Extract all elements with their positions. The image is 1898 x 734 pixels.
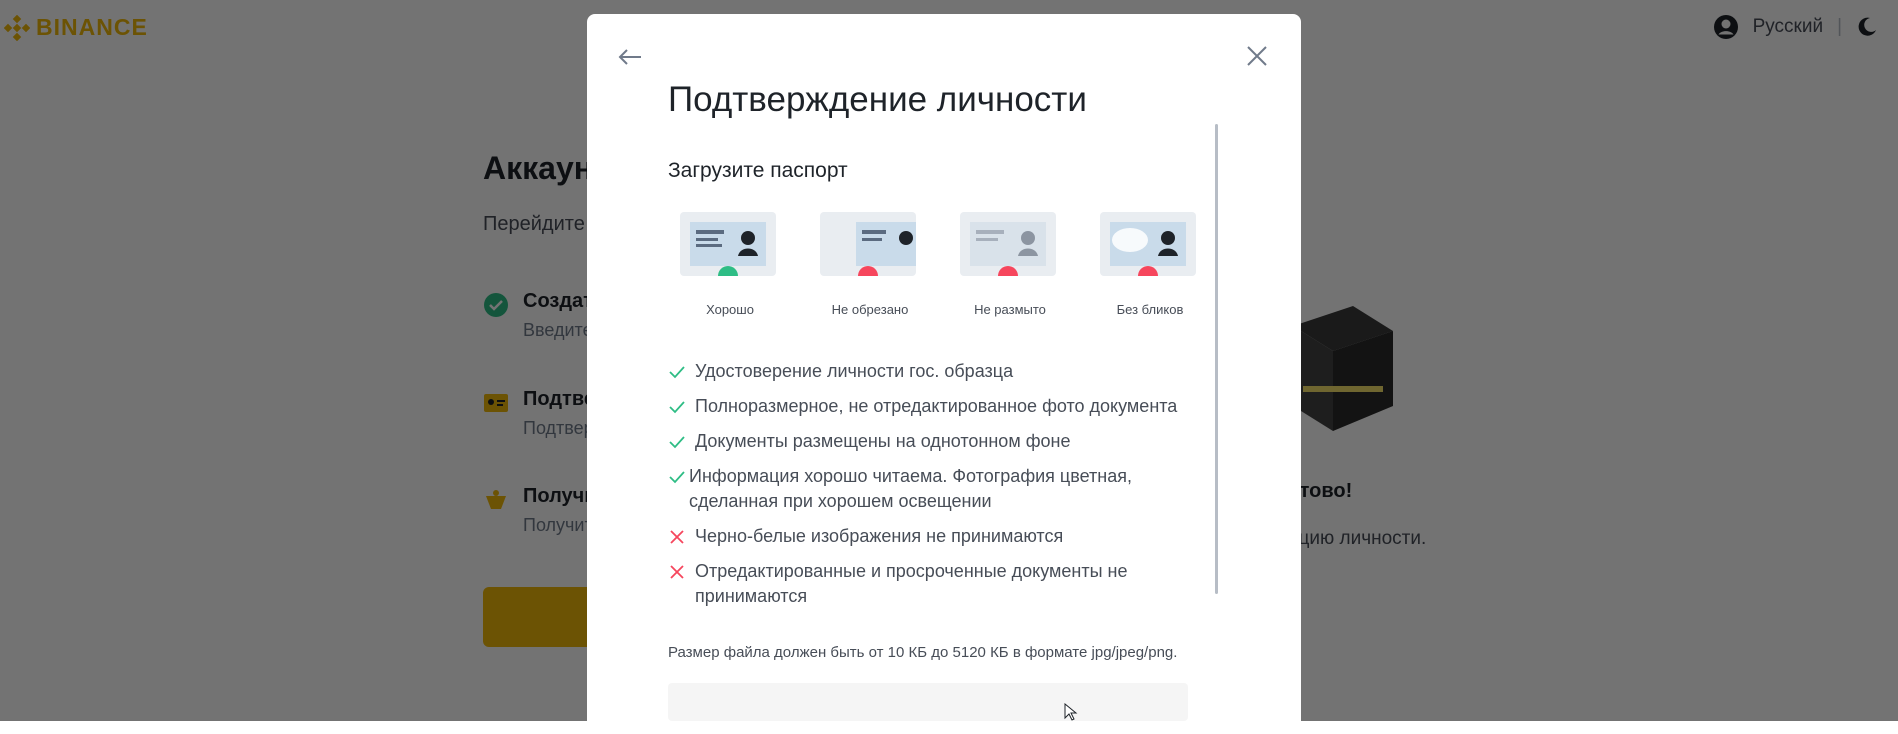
example-glare xyxy=(1100,212,1200,317)
identity-verification-modal xyxy=(587,14,1301,734)
example-label: Без бликов xyxy=(1116,302,1184,317)
example-label: Не обрезано xyxy=(831,302,909,317)
back-arrow-icon[interactable] xyxy=(615,42,645,72)
check-icon xyxy=(668,398,686,416)
upload-label: Загрузите паспорт xyxy=(668,159,848,182)
requirement-item: Отредактированные и просроченные документы не принимаются xyxy=(668,559,1188,609)
requirement-item: Черно-белые изображения не принимаются xyxy=(668,524,1188,549)
check-icon xyxy=(668,433,686,451)
document-photo-good xyxy=(680,212,776,276)
document-photo-glare xyxy=(1100,212,1196,276)
example-blurry xyxy=(960,212,1060,317)
photo-examples xyxy=(680,212,1200,332)
requirement-item: Информация хорошо читаема. Фотография цветная, сделанная при хорошем освещении xyxy=(668,464,1188,514)
requirement-item: Документы размещены на однотонном фоне xyxy=(668,429,1188,454)
example-cropped xyxy=(820,212,920,317)
document-photo-blurry xyxy=(960,212,1056,276)
requirements-list xyxy=(668,359,1188,609)
check-icon xyxy=(668,468,686,486)
cross-icon xyxy=(668,563,686,581)
cross-icon xyxy=(668,528,686,546)
upload-drop-zone[interactable] xyxy=(668,683,1188,721)
requirement-item: Полноразмерное, не отредактированное фото документа xyxy=(668,394,1188,419)
modal-title: Подтверждение личности xyxy=(668,80,1087,119)
example-good xyxy=(680,212,780,317)
requirement-item: Удостоверение личности гос. образца xyxy=(668,359,1188,384)
check-icon xyxy=(668,363,686,381)
close-icon[interactable] xyxy=(1243,42,1271,70)
mouse-cursor-icon xyxy=(1064,703,1078,721)
scrollbar[interactable] xyxy=(1215,124,1218,594)
example-label: Хорошо xyxy=(706,302,754,317)
document-photo-cropped xyxy=(820,212,916,276)
file-size-note: Размер файла должен быть от 10 КБ до 5120 КБ в формате jpg/jpeg/png. xyxy=(668,644,1178,661)
example-label: Не размыто xyxy=(974,302,1046,317)
